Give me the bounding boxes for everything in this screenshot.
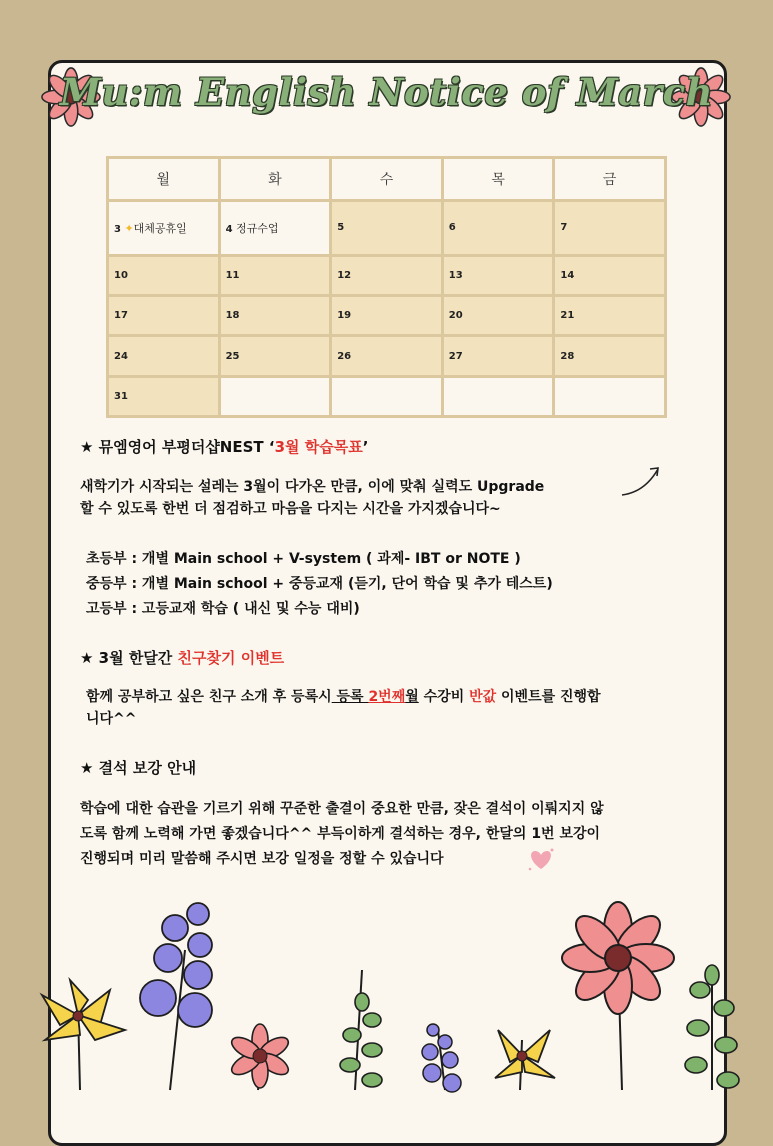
- calendar-cell: [108, 336, 220, 376]
- date-number: 28: [560, 350, 575, 362]
- date-number: 17: [114, 310, 128, 322]
- absence-line: 학습에 대한 습관을 기르기 위해 꾸준한 출결이 중요한 만큼, 잦은 결석이 이뤄지지 않: [80, 801, 604, 817]
- weekday-header: 금: [554, 158, 666, 201]
- date-number: 7: [560, 222, 568, 234]
- day-note: 정규수업: [236, 221, 279, 235]
- calendar-week-row: [108, 201, 666, 256]
- calendar-cell: [554, 296, 666, 336]
- heart-icon: [525, 845, 557, 873]
- heading-text: ★ 뮤엠영어 부평더샵NEST ‘: [80, 438, 275, 456]
- flower-garden-illustration: [0, 890, 773, 1093]
- date-number: 13: [448, 269, 463, 281]
- date-number: 25: [225, 350, 240, 362]
- sparkle-icon: ✦: [124, 221, 134, 235]
- event-text: 월: [405, 689, 419, 705]
- calendar-cell: [219, 376, 331, 416]
- date-number: 14: [560, 269, 575, 281]
- heading-text: ’: [362, 438, 369, 456]
- calendar-cell: [331, 336, 443, 376]
- event-text: 함께 공부하고 싶은 친구 소개 후 등록시: [86, 689, 332, 705]
- calendar-cell: [331, 296, 443, 336]
- event-text: 이벤트를 진행합: [496, 689, 601, 705]
- date-number: 26: [337, 350, 352, 362]
- date-number: 20: [448, 310, 463, 322]
- heading-text: ★ 3월 한달간: [80, 649, 178, 667]
- calendar-cell: [554, 336, 666, 376]
- day-note: 대체공휴일: [133, 221, 187, 235]
- date-number: 11: [225, 269, 240, 281]
- event-highlight: 2번째: [368, 689, 406, 705]
- calendar-week-row: [108, 376, 666, 416]
- intro-line: 새학기가 시작되는 설레는 3월이 다가온 만큼, 이에 맞춰 실력도 Upgrade: [80, 479, 545, 495]
- calendar-cell: [108, 255, 220, 295]
- heading-highlight: 친구찾기 이벤트: [177, 649, 285, 667]
- absence-line: 진행되며 미리 말씀해 주시면 보강 일정을 정할 수 있습니다: [80, 851, 444, 867]
- date-number: 10: [114, 269, 128, 281]
- absence-line: 도록 함께 노력해 가면 좋겠습니다^^ 부득이하게 결석하는 경우, 한달의 1번 보강이: [80, 826, 601, 842]
- page-title: Mu:m English Notice of March: [59, 70, 714, 114]
- section-heading-goals: [80, 436, 368, 458]
- heading-highlight: 3월 학습목표: [274, 438, 363, 456]
- plan-high: 고등부 : 고등교재 학습 ( 내신 및 수능 대비): [86, 601, 360, 617]
- calendar-cell: [331, 376, 443, 416]
- march-calendar: [106, 156, 667, 418]
- weekday-header: 수: [331, 158, 443, 201]
- calendar-week-row: [108, 255, 666, 295]
- date-number: 5: [337, 222, 345, 234]
- event-line: 니다^^: [86, 711, 137, 727]
- plan-middle: 중등부 : 개별 Main school + 중등교재 (듣기, 단어 학습 및 추가 테스트): [86, 576, 553, 592]
- weekday-header: 화: [219, 158, 331, 201]
- calendar-cell: [108, 296, 220, 336]
- date-number: 3: [114, 223, 121, 235]
- date-number: 21: [560, 310, 575, 322]
- calendar-cell: [442, 336, 554, 376]
- weekday-header: 월: [108, 158, 220, 201]
- calendar-cell: [554, 255, 666, 295]
- calendar-week-row: [108, 336, 666, 376]
- date-number: 27: [448, 350, 463, 362]
- date-number: 31: [114, 390, 128, 402]
- calendar-cell: [219, 201, 331, 256]
- intro-line: 할 수 있도록 한번 더 점검하고 마음을 다지는 시간을 가지겠습니다~: [80, 501, 501, 517]
- plan-elementary: 초등부 : 개별 Main school + V-system ( 과제- IBT or NOTE ): [86, 551, 521, 567]
- calendar-cell: [219, 296, 331, 336]
- event-text: 등록: [331, 689, 369, 705]
- calendar-cell: [442, 376, 554, 416]
- calendar-cell: [108, 376, 220, 416]
- calendar-cell: [554, 376, 666, 416]
- calendar-cell: [331, 255, 443, 295]
- section-heading-event: [80, 647, 284, 669]
- calendar-cell: [442, 201, 554, 256]
- date-number: 19: [337, 310, 352, 322]
- date-number: 6: [448, 222, 456, 234]
- curved-arrow-icon: [620, 463, 662, 499]
- weekday-header: 목: [442, 158, 554, 201]
- section-heading-absence: ★ 결석 보강 안내: [80, 759, 197, 777]
- calendar-cell: [219, 336, 331, 376]
- calendar-header-row: [108, 158, 666, 201]
- event-line: [86, 686, 601, 708]
- calendar-cell: [442, 296, 554, 336]
- date-number: 4: [225, 223, 233, 235]
- calendar-cell: [554, 201, 666, 256]
- calendar-week-row: [108, 296, 666, 336]
- date-number: 24: [114, 350, 128, 362]
- calendar-cell: [442, 255, 554, 295]
- event-highlight: 반값: [469, 689, 497, 705]
- date-number: 12: [337, 269, 352, 281]
- calendar-cell: [219, 255, 331, 295]
- calendar-cell: [331, 201, 443, 256]
- date-number: 18: [225, 310, 240, 322]
- calendar-cell: [108, 201, 220, 256]
- event-text: 수강비: [418, 689, 470, 705]
